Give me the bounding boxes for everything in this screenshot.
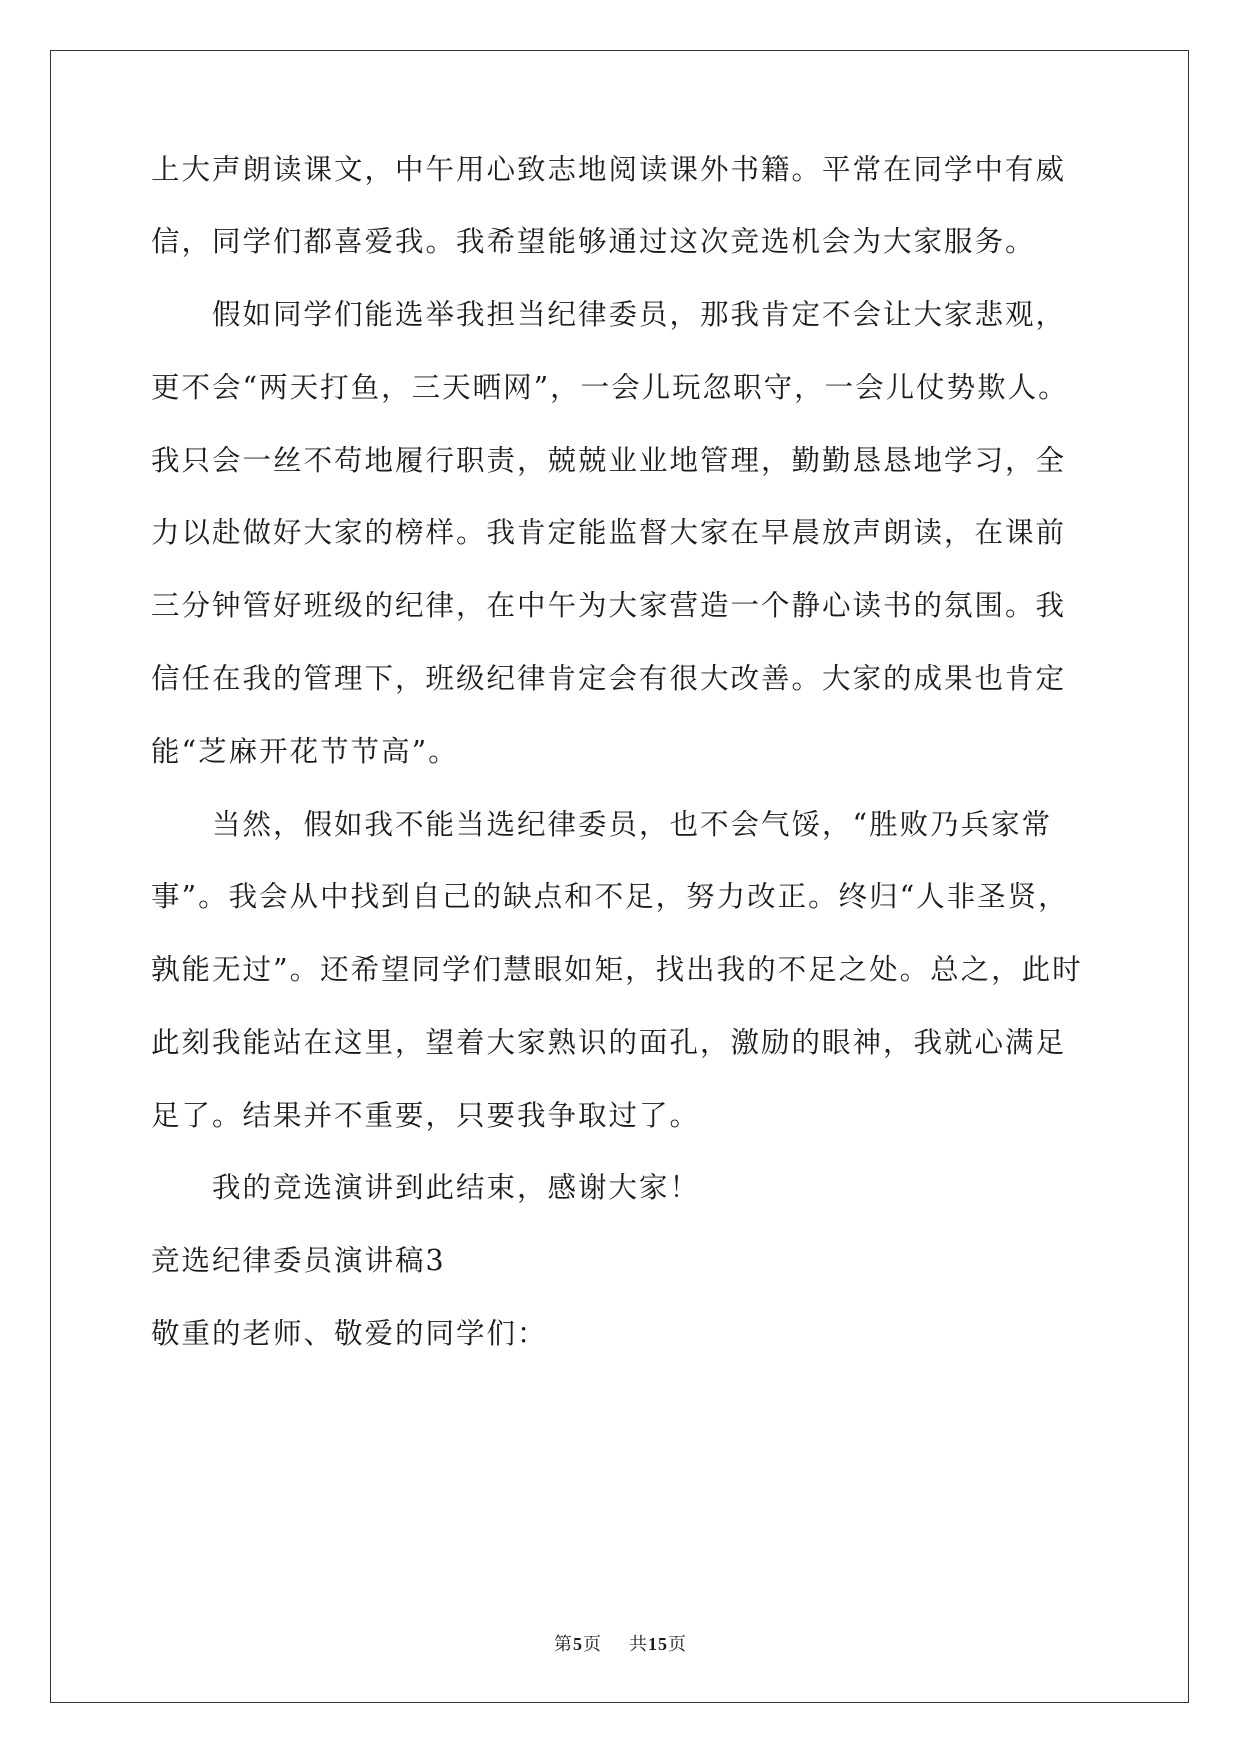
total-pages: 15 [647,1634,668,1654]
body-line: 三分钟管好班级的纪律，在中午为大家营造一个静心读书的氛围。我 [151,589,1067,622]
body-line: 上大声朗读课文，中午用心致志地阅读课外书籍。平常在同学中有威 [151,153,1067,186]
body-line: 我的竞选演讲到此结束，感谢大家！ [212,1171,701,1204]
body-line: 事”。我会从中找到自己的缺点和不足，努力改正。终归“人非圣贤， [151,880,1069,913]
body-line: 更不会“两天打鱼，三天晒网”，一会儿玩忽职守，一会儿仗势欺人。 [151,371,1069,404]
page-number: 5 [573,1634,584,1654]
body-line: 信任在我的管理下，班级纪律肯定会有很大改善。大家的成果也肯定 [151,662,1067,695]
body-line: 足了。结果并不重要，只要我争取过了。 [151,1099,701,1132]
page-label-prefix: 第 [554,1634,574,1655]
body-line: 信，同学们都喜爱我。我希望能够通过这次竞选机会为大家服务。 [151,225,1036,258]
body-line: 当然，假如我不能当选纪律委员，也不会气馁，“胜败乃兵家常 [212,808,1053,841]
total-label-suffix: 页 [667,1634,687,1655]
body-line: 假如同学们能选举我担当纪律委员，那我肯定不会让大家悲观， [212,298,1067,331]
body-line: 我只会一丝不苟地履行职责，兢兢业业地管理，勤勤恳恳地学习，全 [151,444,1067,477]
body-line: 能“芝麻开花节节高”。 [151,735,459,768]
salutation: 敬重的老师、敬爱的同学们： [151,1317,548,1350]
body-line: 此刻我能站在这里，望着大家熟识的面孔，激励的眼神，我就心满足 [151,1026,1067,1059]
section-heading: 竞选纪律委员演讲稿3 [151,1244,446,1277]
page-footer [0,1632,1241,1657]
body-line: 孰能无过”。还希望同学们慧眼如矩，找出我的不足之处。总之，此时 [151,953,1083,986]
page-label-suffix: 页 [583,1634,603,1655]
body-line: 力以赴做好大家的榜样。我肯定能监督大家在早晨放声朗读，在课前 [151,516,1067,549]
total-label-prefix: 共 [628,1634,648,1655]
